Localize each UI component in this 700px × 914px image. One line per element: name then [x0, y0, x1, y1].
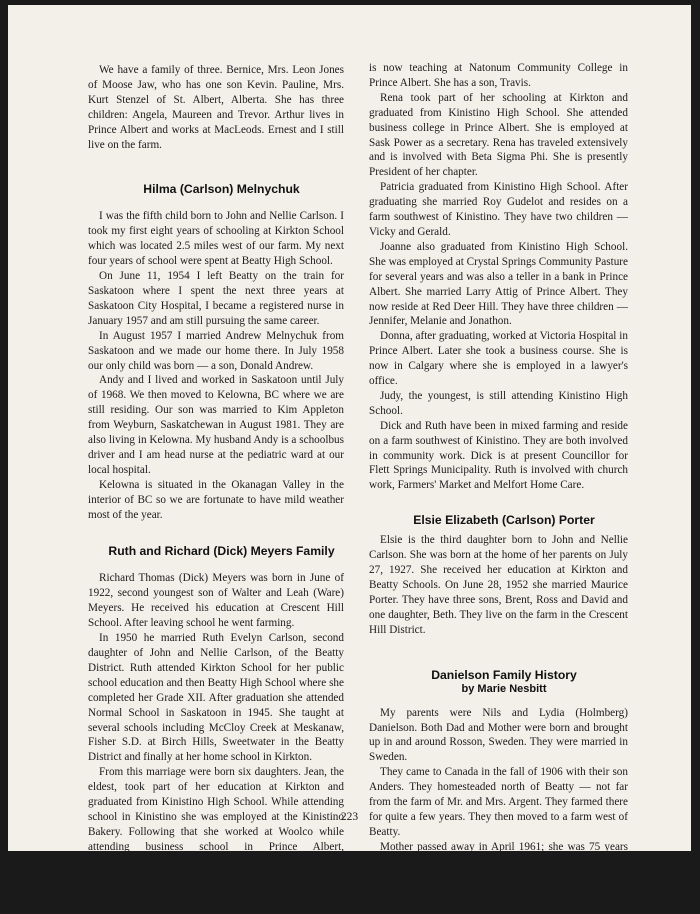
- right-column: [369, 61, 628, 899]
- paragraph: Kelowna is situated in the Okanagan Valley in the interior of BC so we are fortunate to have mild weather most of the year.: [88, 478, 344, 521]
- paragraph: Patricia graduated from Kinistino High School. After graduating she married Roy Gudelot and resides on a farm southwest of Kinistino. They have two children — Vicky and Gerald.: [369, 181, 628, 238]
- continued-paragraph: is now teaching at Natonum Community College in Prince Albert. She has a son, Travis.: [369, 62, 628, 89]
- paragraph: Rena took part of her schooling at Kirkton and graduated from Kinistino High School. She attended business college in Prince Albert. She is employed at Sask Power as a secretary. Rena has traveled extensively and is involved with Beta Sigma Phi. She is presently President of her chapter.: [369, 91, 628, 179]
- paragraph: I was the fifth child born to John and Nellie Carlson. I took my first eight years of schooling at Kirkton School which was located 2.5 miles west of our farm. My next four years of school were spent at Beatty High School.: [88, 210, 344, 268]
- paragraph: My parents were Nils and Lydia (Holmberg) Danielson. Both Dad and Mother were born and brought up in and around Rosson, Sweden. They were married in Sweden.: [369, 706, 628, 764]
- paragraph: In 1950 he married Ruth Evelyn Carlson, second daughter of John and Nellie Carlson, of the Beatty District. Ruth attended Kirkton School for her public school education and then Beatty High School where she completed her Grade XII. After graduation she attended Normal School in Saskatoon in 1945. She taught at several schools including McCloy Creek at Meskanaw, Fisher S.D. at Birch Hills, Sweetwater in the Beatty District and finally at her home school in Kirkton.: [88, 632, 344, 764]
- intro-paragraph: We have a family of three. Bernice, Mrs. Leon Jones of Moose Jaw, who has one son Kevin. Pauline, Mrs. Kurt Stenzel of St. Albert, Alberta. She has three children: Angela, Maureen and Trevor. Arthur lives in Prince Albert and works at MacLeods. Ernest and I still live on the farm.: [88, 64, 344, 151]
- paragraph: Mother passed away in April 1961; she was 75 years old. Dad passed away in May 1970; he was 89 years old.: [369, 840, 628, 868]
- paragraph: In August 1957 I married Andrew Melnychuk from Saskatoon and we made our home there. In July 1958 our only child was born — a son, Donald Andrew.: [88, 329, 344, 372]
- paragraph: On June 11, 1954 I left Beatty on the train for Saskatoon where I spent the next three years at Saskatoon City Hospital, I became a registered nurse in January 1957 and am still pursuing the same career.: [88, 270, 344, 327]
- paragraph: From this marriage were born six daughters. Jean, the eldest, took part of her education at Kirkton and graduated from Kinistino High School. While attending school in Kinistino she was employed at the Kinistino Bakery. Following that she worked at Woolco while attending business school in Prince Albert, Saskatchewan. After finishing she worked for the Northern School Board. She later attended University of Regina for three years where she obtained her Bachelor of Education. She: [88, 766, 344, 913]
- paragraph: Richard Thomas (Dick) Meyers was born in June of 1922, second youngest son of Walter and Leah (Ware) Meyers. He received his education at Crescent Hill School. After leaving school he went farming.: [88, 572, 344, 630]
- paragraph: Judy, the youngest, is still attending Kinistino High School.: [369, 389, 628, 417]
- byline: by Marie Nesbitt: [461, 682, 547, 695]
- left-column: [88, 63, 344, 914]
- paragraph: Joanne also graduated from Kinistino High School. She was employed at Crystal Springs Community Pasture for several years and was also a teller in a bank in Prince Albert. She married Larry Attig of Prince Albert. They now reside at Red Deer Hill. They have three children — Jennifer, Melanie and Jonathon.: [369, 240, 628, 328]
- paragraph: Donna, after graduating, worked at Victoria Hospital in Prince Albert. Later she took a business course. She is now in Calgary where she is employed in a lawyer's office.: [369, 330, 628, 388]
- paragraph: They came to Canada in the fall of 1906 with their son Anders. They homesteaded north of Beatty — not far from the farm of Mr. and Mrs. Argent. They farmed there for quite a few years. They then moved to a farm west of Beatty.: [369, 766, 628, 838]
- paragraph: Andy and I lived and worked in Saskatoon until July of 1968. We then moved to Kelowna, BC where we are still residing. Our son was married to Kim Appleton from Weyburn, Saskatchewan in August 1981. They are also living in Kelowna. My husband Andy is a schoolbus driver and I am head nurse at the pediatric ward at our local hospital.: [88, 374, 344, 476]
- section-heading-hilma: Hilma (Carlson) Melnychuk: [143, 182, 300, 197]
- section-heading-elsie: Elsie Elizabeth (Carlson) Porter: [413, 513, 595, 528]
- page-number: 223: [340, 811, 359, 823]
- section-heading-meyers: Ruth and Richard (Dick) Meyers Family: [108, 544, 335, 559]
- paragraph: Dick and Ruth have been in mixed farming and reside on a farm southwest of Kinistino. They are both involved in community work. Dick is at present Councillor for Flett Springs Municipality. Ruth is involved with church work, Farmers' Market and Melfort Home Care.: [369, 419, 628, 492]
- section-heading-danielson: Danielson Family History: [431, 667, 577, 682]
- paragraph: We are a family of five girls and five boys. We are all living. Anders P. Danielson — born in Sweden, Septem-: [369, 870, 628, 898]
- book-page: [8, 5, 691, 913]
- paragraph: Elsie is the third daughter born to John and Nellie Carlson. She was born at the home of her parents on July 27, 1927. She received her education at Kirkton and Beatty Schools. On June 28, 1952 she married Maurice Porter. They have three sons, Brent, Ross and David and one daughter, Beth. They live on the farm in the Crescent Hill District.: [369, 534, 628, 636]
